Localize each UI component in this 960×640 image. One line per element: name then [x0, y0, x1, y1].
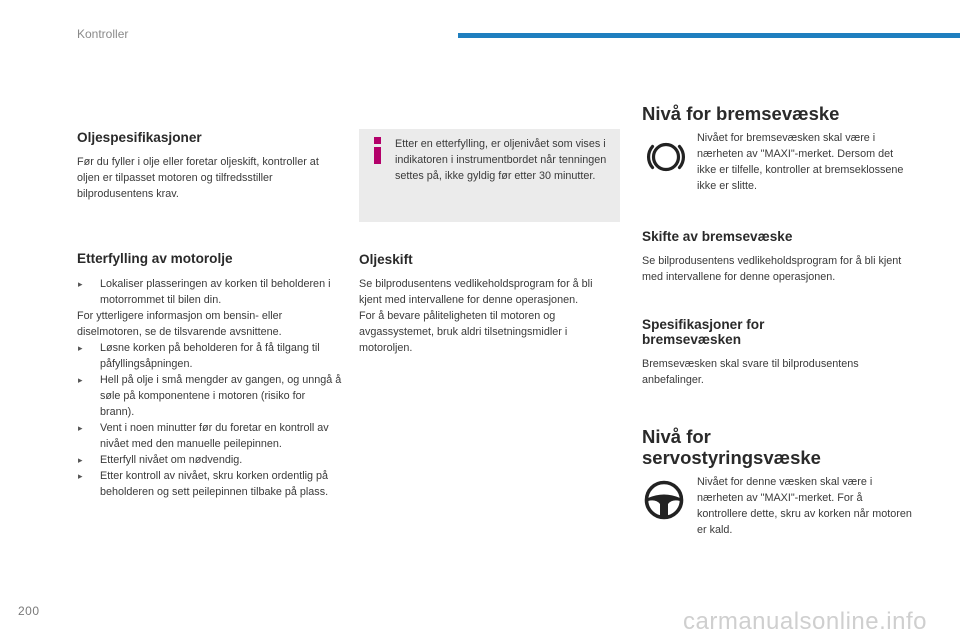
brake-change-body: Se bilprodusentens vedlikeholdsprogram for å bli kjent med intervallene for denne operasjonen. — [642, 255, 902, 283]
oil-spec-heading: Oljespesifikasjoner — [77, 130, 202, 145]
header-accent-bar — [458, 33, 960, 38]
oil-change-heading: Oljeskift — [359, 252, 413, 267]
info-box-text: Etter en etterfylling, er oljenivået som vises i indikatoren i instrumentbordet når tenningen settes på, ikke gyldig før etter 30 minutter. — [395, 138, 607, 182]
topup-note: For ytterligere informasjon om bensin- eller diselmotoren, se de tilsvarende avsnittene. — [77, 310, 283, 338]
steering-wheel-icon — [642, 478, 686, 522]
brake-change-section — [642, 229, 912, 285]
brake-level-text — [697, 130, 912, 194]
brake-spec-body: Bremsevæsken skal svare til bilprodusentens anbefalinger. — [642, 358, 859, 386]
brake-warning-icon — [644, 135, 688, 179]
brake-spec-heading-line1: Spesifikasjoner for — [642, 317, 765, 332]
topup-first-step — [77, 276, 342, 308]
brake-level-body: Nivået for bremsevæsken skal være i nærheten av "MAXI"-merket. Dersom det ikke er tilfelle, kontroller at bremseklossene ikke er slitte. — [697, 132, 904, 192]
page-number: 200 — [18, 604, 40, 618]
list-item: ▸ Hell på olje i små mengder av gangen, og unngå å søle på komponentene i motoren (risiko for brann). — [77, 372, 342, 420]
topup-section — [77, 251, 342, 500]
page-header-title: Kontroller — [77, 27, 129, 41]
oil-change-body-2: For å bevare påliteligheten til motoren og avgassystemet, bruk aldri tilsetningsmidler i motoroljen. — [359, 310, 568, 354]
steering-body: Nivået for denne væsken skal være i nærheten av "MAXI"-merket. For å kontrollere dette, skru av korken når motoren er kald. — [697, 476, 912, 536]
list-item: ▸ Vent i noen minutter før du foretar en kontroll av nivået med den manuelle peilepinnen. — [77, 420, 342, 452]
oil-spec-section — [77, 130, 342, 202]
list-item: ▸ Lokaliser plasseringen av korken til beholderen i motorrommet til bilen din. — [77, 276, 342, 308]
oil-change-body-1: Se bilprodusentens vedlikeholdsprogram for å bli kjent med intervallene for denne operasjonen. — [359, 278, 593, 306]
watermark: carmanualsonline.info — [683, 608, 927, 635]
steering-heading-line1: Nivå for — [642, 426, 711, 447]
brake-change-heading: Skifte av bremsevæske — [642, 229, 793, 244]
list-item: ▸ Etterfyll nivået om nødvendig. — [77, 452, 342, 468]
oil-spec-body: Før du fyller i olje eller foretar oljeskift, kontroller at oljen er tilpasset motoren og tilfredsstiller bilprodusentens krav. — [77, 156, 319, 200]
steering-heading-line2: servostyringsvæske — [642, 447, 821, 468]
info-box — [359, 129, 620, 222]
list-item: ▸ Etter kontroll av nivået, skru korken ordentlig på beholderen og sett peilepinnen tilbake på plass. — [77, 468, 342, 500]
brake-spec-heading-line2: bremsevæsken — [642, 332, 741, 347]
steering-section — [642, 426, 912, 468]
oil-change-section — [359, 252, 609, 356]
brake-level-section — [642, 103, 912, 124]
steering-text — [697, 474, 912, 538]
brake-level-heading: Nivå for bremsevæske — [642, 103, 840, 124]
list-item: ▸ Løsne korken på beholderen for å få tilgang til påfyllingsåpningen. — [77, 340, 342, 372]
topup-heading: Etterfylling av motorolje — [77, 251, 233, 266]
info-icon — [370, 137, 386, 165]
topup-steps — [77, 340, 342, 500]
brake-spec-section — [642, 317, 912, 388]
